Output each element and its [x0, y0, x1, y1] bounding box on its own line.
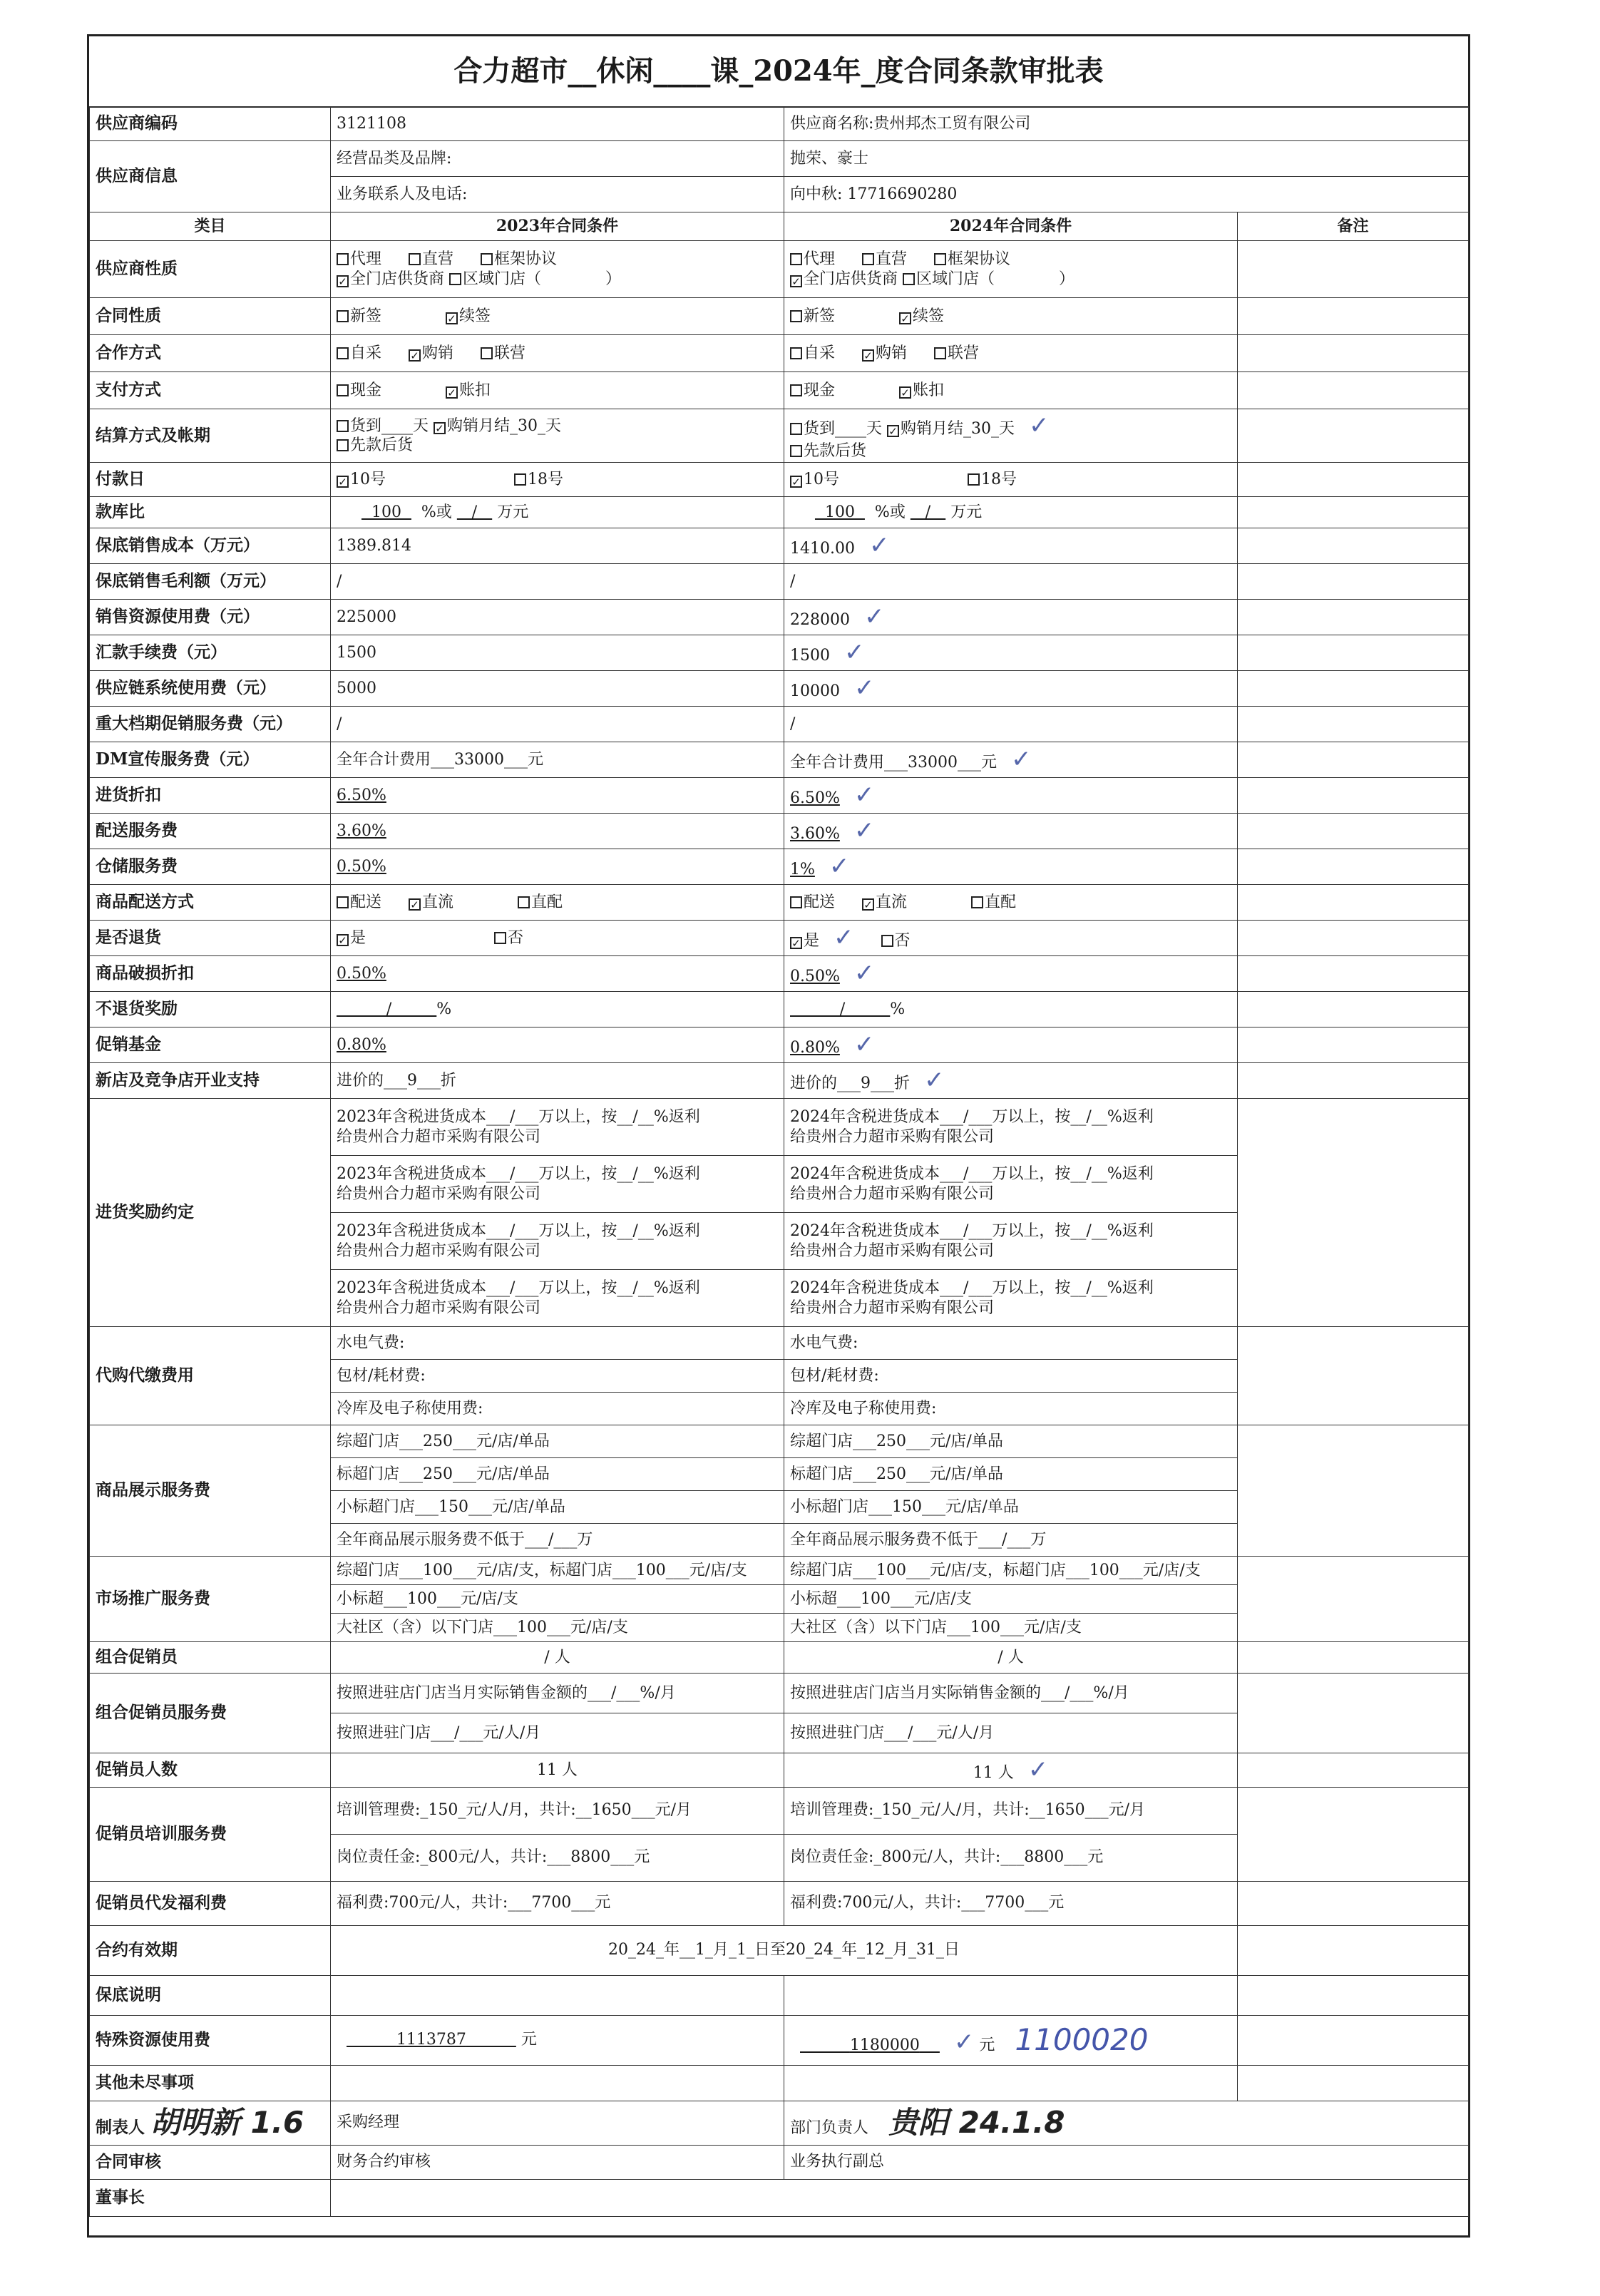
remark-cell: [1238, 600, 1469, 635]
row-label: 配送服务费: [90, 814, 331, 849]
combo-label: 组合促销员: [90, 1642, 331, 1674]
remark-cell: [1238, 1063, 1469, 1099]
incentive-2023: 2023年含税进货成本___/___万以上，按__/__%返利 给贵州合力超市采购有限公司: [331, 1213, 784, 1270]
checkbox-icon: [790, 423, 802, 435]
guarantee-2023: [331, 1975, 784, 2015]
checkbox-icon: [337, 347, 349, 359]
checkbox-icon: [934, 253, 946, 265]
row-label: 重大档期促销服务费（元）: [90, 707, 331, 742]
remark-cell: [1238, 528, 1469, 564]
contact-label: 业务联系人及电话:: [331, 177, 784, 212]
row-label: 供应链系统使用费（元）: [90, 671, 331, 707]
remark-cell: [1238, 885, 1469, 921]
guarantee-label: 保底说明: [90, 1975, 331, 2015]
training-2023: 岗位责任金:_800元/人，共计:___8800___元: [331, 1834, 784, 1881]
checkbox-checked-icon: ✓: [899, 312, 911, 324]
checkmark-icon: ✓: [924, 1066, 945, 1095]
proxy-label: 代购代缴费用: [90, 1327, 331, 1425]
row-2024: 代理 直营 框架协议 ✓ 全门店供货商 区域门店（ ）: [784, 241, 1238, 298]
row-2023: 0.50%: [331, 849, 784, 885]
combo-2023: / 人: [331, 1642, 784, 1674]
row-label: 款库比: [90, 497, 331, 528]
maker-signature: 胡明新 1.6: [150, 2104, 304, 2140]
checkmark-icon: ✓: [844, 638, 865, 667]
display-item: 小标超门店___150___元/店/单品: [331, 1491, 784, 1524]
row-2023: 1500: [331, 635, 784, 671]
incentive-2023: 2023年含税进货成本___/___万以上，按__/__%返利 给贵州合力超市采购有限公司: [331, 1270, 784, 1327]
display-label: 商品展示服务费: [90, 1425, 331, 1557]
row-label: 合同性质: [90, 298, 331, 335]
checkmark-icon: ✓: [1029, 411, 1050, 440]
row-label: 保底销售毛利额（万元）: [90, 564, 331, 600]
finance-review-label: 财务合约审核: [331, 2145, 784, 2179]
checkbox-icon: [409, 253, 421, 265]
row-2023: ✓ 10号 18号: [331, 463, 784, 497]
remark-cell: [1238, 1753, 1469, 1788]
row-2024: 现金 ✓ 账扣: [784, 372, 1238, 409]
checkbox-icon: [968, 473, 980, 486]
checkmark-icon: ✓: [1027, 1756, 1049, 1784]
checkbox-icon: [481, 347, 493, 359]
row-2024: 0.50% ✓: [784, 956, 1238, 992]
incentive-2023: 2023年含税进货成本___/___万以上，按__/__%返利 给贵州合力超市采购有限公司: [331, 1099, 784, 1156]
remark-cell: [1238, 742, 1469, 778]
checkbox-icon: [518, 896, 530, 908]
checkbox-icon: [337, 253, 349, 265]
row-2024: 228000 ✓: [784, 600, 1238, 635]
row-label: 汇款手续费（元）: [90, 635, 331, 671]
row-label: 是否退货: [90, 921, 331, 956]
special-2024: 1180000 ✓ 元 1100020: [784, 2015, 1238, 2065]
checkbox-icon: [337, 896, 349, 908]
row-label: 支付方式: [90, 372, 331, 409]
row-label: 付款日: [90, 463, 331, 497]
remark-cell: [1238, 707, 1469, 742]
header-2023: 2023年合同条件: [331, 212, 784, 241]
row-2024: 1500 ✓: [784, 635, 1238, 671]
combo-fee-item: 按照进驻门店___/___元/人/月: [784, 1713, 1238, 1753]
remark-cell: [1238, 1027, 1469, 1063]
row-2023: 6.50%: [331, 778, 784, 814]
supplier-name-label: 供应商名称:: [790, 114, 874, 133]
display-item: 综超门店___250___元/店/单品: [331, 1425, 784, 1458]
row-label: 商品破损折扣: [90, 956, 331, 992]
remark-cell: [1238, 1925, 1469, 1975]
row-2024: /: [784, 564, 1238, 600]
row-2023: 3.60%: [331, 814, 784, 849]
remark-cell: [1238, 497, 1469, 528]
remark-cell: [1238, 778, 1469, 814]
checkmark-icon: ✓: [853, 781, 875, 810]
row-2023: 货到____天 ✓ 购销月结_30_天 先款后货: [331, 409, 784, 463]
supplier-name: 贵州邦杰工贸有限公司: [873, 114, 1031, 133]
remark-cell: [1238, 671, 1469, 707]
remark-cell: [1238, 1674, 1469, 1753]
row-label: 促销基金: [90, 1027, 331, 1063]
row-2023: 全年合计费用___33000___元: [331, 742, 784, 778]
remark-cell: [1238, 409, 1469, 463]
vp-label: 业务执行副总: [784, 2145, 1469, 2179]
remark-cell: [1238, 564, 1469, 600]
checkbox-icon: [790, 896, 802, 908]
row-2024: /: [784, 707, 1238, 742]
row-2024: 0.80% ✓: [784, 1027, 1238, 1063]
checkmark-icon: ✓: [853, 816, 875, 846]
remark-cell: [1238, 1787, 1469, 1881]
proxy-item: 包材/耗材费:: [331, 1360, 784, 1393]
remark-cell: [1238, 635, 1469, 671]
display-item: 全年商品展示服务费不低于___/___万: [331, 1524, 784, 1557]
row-label: 不退货奖励: [90, 992, 331, 1027]
row-2023: 自采 ✓ 购销 联营: [331, 335, 784, 372]
header-remark: 备注: [1238, 212, 1469, 241]
row-2024: 10000 ✓: [784, 671, 1238, 707]
contact-value: 向中秋: 17716690280: [784, 177, 1469, 212]
row-2023: 0.80%: [331, 1027, 784, 1063]
incentive-2024: 2024年含税进货成本___/___万以上，按__/__%返利 给贵州合力超市采购有限公司: [784, 1099, 1238, 1156]
dept-head-signature: 贵阳 24.1.8: [888, 2104, 1065, 2140]
row-2023: /: [331, 564, 784, 600]
checkbox-icon: [881, 935, 893, 947]
checkbox-checked-icon: ✓: [409, 349, 421, 362]
row-2023: 新签 ✓ 续签: [331, 298, 784, 335]
combo-fee-item: 按照进驻店门店当月实际销售金额的___/___%/月: [784, 1674, 1238, 1713]
maker-cell: 制表人 胡明新 1.6: [90, 2101, 331, 2145]
market-item: 小标超___100___元/店/支: [331, 1585, 784, 1614]
remark-cell: [1238, 298, 1469, 335]
market-label: 市场推广服务费: [90, 1557, 331, 1642]
checkbox-icon: [934, 347, 946, 359]
row-2024: 进价的___9___折 ✓: [784, 1063, 1238, 1099]
checkbox-checked-icon: ✓: [862, 349, 874, 362]
proxy-item: 冷库及电子称使用费:: [784, 1393, 1238, 1425]
proxy-item: 包材/耗材费:: [784, 1360, 1238, 1393]
remark-cell: [1238, 241, 1469, 298]
brand-value: 抛荣、豪士: [784, 141, 1469, 177]
row-2024: 自采 ✓ 购销 联营: [784, 335, 1238, 372]
row-label: DM宣传服务费（元）: [90, 742, 331, 778]
supplier-info-label: 供应商信息: [90, 141, 331, 212]
checkbox-icon: [514, 473, 526, 486]
checkmark-icon: ✓: [1011, 745, 1032, 774]
remark-cell: [1238, 335, 1469, 372]
special-2023: 1113787 元: [331, 2015, 784, 2065]
training-2024: 培训管理费:_150_元/人/月，共计:__1650___元/月: [784, 1787, 1238, 1834]
checkbox-icon: [790, 445, 802, 457]
combo-2024: / 人: [784, 1642, 1238, 1674]
validity-value: 20_24_年__1_月_1_日至20_24_年_12_月_31_日: [331, 1925, 1238, 1975]
chairman-label: 董事长: [90, 2179, 331, 2216]
checkbox-checked-icon: ✓: [337, 934, 349, 946]
combo-fee-item: 按照进驻店门店当月实际销售金额的___/___%/月: [331, 1674, 784, 1713]
contract-terms-table: [89, 106, 1469, 2217]
row-2023: ✓ 是 否: [331, 921, 784, 956]
remark-cell: [1238, 1425, 1469, 1557]
combo-fee-item: 按照进驻门店___/___元/人/月: [331, 1713, 784, 1753]
checkbox-checked-icon: ✓: [337, 476, 349, 488]
checkbox-icon: [903, 273, 915, 285]
checkbox-icon: [971, 896, 983, 908]
row-label: 保底销售成本（万元）: [90, 528, 331, 564]
row-2023: 1389.814: [331, 528, 784, 564]
remark-cell: [1238, 921, 1469, 956]
checkmark-icon: ✓: [853, 1030, 875, 1060]
display-item: 标超门店___250___元/店/单品: [331, 1458, 784, 1491]
row-2023: 0.50%: [331, 956, 784, 992]
row-2023: 代理 直营 框架协议 ✓ 全门店供货商 区域门店（ ）: [331, 241, 784, 298]
row-label: 合作方式: [90, 335, 331, 372]
checkbox-icon: [337, 420, 349, 432]
display-item: 标超门店___250___元/店/单品: [784, 1458, 1238, 1491]
remark-cell: [1238, 1327, 1469, 1425]
row-2023: 100 %或 / 万元: [331, 497, 784, 528]
proxy-item: 冷库及电子称使用费:: [331, 1393, 784, 1425]
market-item: 综超门店___100___元/店/支，标超门店___100___元/店/支: [331, 1557, 784, 1585]
checkmark-icon: ✓: [953, 2027, 975, 2056]
row-label: 结算方式及帐期: [90, 409, 331, 463]
remark-cell: [1238, 956, 1469, 992]
purchase-manager-label: 采购经理: [331, 2101, 784, 2145]
welfare-2023: 福利费:700元/人，共计:___7700___元: [331, 1881, 784, 1925]
checkbox-icon: [790, 384, 802, 396]
incentive-2024: 2024年含税进货成本___/___万以上，按__/__%返利 给贵州合力超市采购有限公司: [784, 1156, 1238, 1213]
checkmark-icon: ✓: [863, 603, 885, 632]
row-label: 商品配送方式: [90, 885, 331, 921]
training-2023: 培训管理费:_150_元/人/月，共计:__1650___元/月: [331, 1787, 784, 1834]
row-2023: 5000: [331, 671, 784, 707]
checkbox-checked-icon: ✓: [337, 275, 349, 287]
special-label: 特殊资源使用费: [90, 2015, 331, 2065]
proxy-item: 水电气费:: [331, 1327, 784, 1360]
checkbox-icon: [790, 347, 802, 359]
form-title: 合力超市__休闲____课_2024年_度合同条款审批表: [89, 36, 1468, 108]
chairman-signature: [331, 2179, 1469, 2216]
row-label: 新店及竞争店开业支持: [90, 1063, 331, 1099]
other-2023: [331, 2065, 784, 2101]
remark-cell: [1238, 1642, 1469, 1674]
checkbox-checked-icon: ✓: [446, 312, 458, 324]
row-2023: 进价的___9___折: [331, 1063, 784, 1099]
approval-form: [87, 34, 1470, 2238]
checkbox-icon: [449, 273, 461, 285]
row-2023: 225000: [331, 600, 784, 635]
row-2023: /: [331, 707, 784, 742]
incentive-2023: 2023年含税进货成本___/___万以上，按__/__%返利 给贵州合力超市采购有限公司: [331, 1156, 784, 1213]
other-label: 其他未尽事项: [90, 2065, 331, 2101]
promoters-2024: 11 人 ✓: [784, 1753, 1238, 1788]
checkmark-icon: ✓: [868, 531, 890, 560]
checkbox-checked-icon: ✓: [790, 275, 802, 287]
checkmark-icon: ✓: [829, 852, 850, 881]
incentive-2024: 2024年含税进货成本___/___万以上，按__/__%返利 给贵州合力超市采购有限公司: [784, 1270, 1238, 1327]
training-label: 促销员培训服务费: [90, 1787, 331, 1881]
checkbox-checked-icon: ✓: [899, 386, 911, 399]
remark-cell: [1238, 849, 1469, 885]
validity-label: 合约有效期: [90, 1925, 331, 1975]
header-category: 类目: [90, 212, 331, 241]
row-2024: / %: [784, 992, 1238, 1027]
market-item: 小标超___100___元/店/支: [784, 1585, 1238, 1614]
other-2024: [784, 2065, 1238, 2101]
training-2024: 岗位责任金:_800元/人，共计:___8800___元: [784, 1834, 1238, 1881]
checkbox-checked-icon: ✓: [862, 898, 874, 911]
row-2024: 100 %或 / 万元: [784, 497, 1238, 528]
contract-review-label: 合同审核: [90, 2145, 331, 2179]
row-2023: 配送 ✓ 直流 直配: [331, 885, 784, 921]
remark-cell: [1238, 1881, 1469, 1925]
remark-cell: [1238, 2065, 1469, 2101]
remark-cell: [1238, 1557, 1469, 1642]
checkbox-checked-icon: ✓: [790, 476, 802, 488]
row-label: 进货折扣: [90, 778, 331, 814]
remark-cell: [1238, 372, 1469, 409]
checkmark-icon: ✓: [854, 674, 875, 703]
row-2024: 1% ✓: [784, 849, 1238, 885]
incentive-2024: 2024年含税进货成本___/___万以上，按__/__%返利 给贵州合力超市采购有限公司: [784, 1213, 1238, 1270]
combo-fee-label: 组合促销员服务费: [90, 1674, 331, 1753]
remark-cell: [1238, 1099, 1469, 1327]
row-2023: 现金 ✓ 账扣: [331, 372, 784, 409]
market-item: 综超门店___100___元/店/支，标超门店___100___元/店/支: [784, 1557, 1238, 1585]
checkbox-icon: [862, 253, 874, 265]
handwritten-amount: 1100020: [1015, 2021, 1149, 2057]
row-2024: 全年合计费用___33000___元 ✓: [784, 742, 1238, 778]
row-2024: ✓ 10号 18号: [784, 463, 1238, 497]
remark-cell: [1238, 1975, 1469, 2015]
checkbox-checked-icon: ✓: [409, 898, 421, 911]
row-label: 供应商性质: [90, 241, 331, 298]
checkbox-checked-icon: ✓: [790, 937, 802, 949]
row-2023: / %: [331, 992, 784, 1027]
market-item: 大社区（含）以下门店___100___元/店/支: [331, 1614, 784, 1642]
welfare-label: 促销员代发福利费: [90, 1881, 331, 1925]
row-2024: 货到____天 ✓ 购销月结_30_天 ✓ 先款后货: [784, 409, 1238, 463]
row-2024: 1410.00 ✓: [784, 528, 1238, 564]
row-label: 仓储服务费: [90, 849, 331, 885]
display-item: 综超门店___250___元/店/单品: [784, 1425, 1238, 1458]
promoters-label: 促销员人数: [90, 1753, 331, 1788]
checkbox-checked-icon: ✓: [434, 422, 446, 434]
welfare-2024: 福利费:700元/人，共计:___7700___元: [784, 1881, 1238, 1925]
row-2024: 配送 ✓ 直流 直配: [784, 885, 1238, 921]
checkbox-icon: [337, 310, 349, 322]
display-item: 全年商品展示服务费不低于___/___万: [784, 1524, 1238, 1557]
supplier-code: 3121108: [331, 107, 784, 141]
checkmark-icon: ✓: [853, 959, 875, 988]
remark-cell: [1238, 2015, 1469, 2065]
remark-cell: [1238, 463, 1469, 497]
supplier-code-label: 供应商编码: [90, 107, 331, 141]
dept-head-cell: 部门负责人 贵阳 24.1.8: [784, 2101, 1469, 2145]
checkbox-icon: [790, 310, 802, 322]
checkbox-icon: [494, 932, 506, 944]
row-2024: 新签 ✓ 续签: [784, 298, 1238, 335]
checkbox-checked-icon: ✓: [887, 425, 899, 437]
checkbox-icon: [337, 384, 349, 396]
brand-label: 经营品类及品牌:: [331, 141, 784, 177]
promoters-2023: 11 人: [331, 1753, 784, 1788]
row-label: 销售资源使用费（元）: [90, 600, 331, 635]
market-item: 大社区（含）以下门店___100___元/店/支: [784, 1614, 1238, 1642]
row-2024: 3.60% ✓: [784, 814, 1238, 849]
checkbox-icon: [790, 253, 802, 265]
header-2024: 2024年合同条件: [784, 212, 1238, 241]
remark-cell: [1238, 992, 1469, 1027]
checkbox-icon: [481, 253, 493, 265]
proxy-item: 水电气费:: [784, 1327, 1238, 1360]
remark-cell: [1238, 814, 1469, 849]
incentive-label: 进货奖励约定: [90, 1099, 331, 1327]
display-item: 小标超门店___150___元/店/单品: [784, 1491, 1238, 1524]
guarantee-2024: [784, 1975, 1238, 2015]
row-2024: ✓ 是 ✓ 否: [784, 921, 1238, 956]
checkbox-icon: [337, 439, 349, 451]
checkmark-icon: ✓: [834, 923, 854, 953]
row-2024: 6.50% ✓: [784, 778, 1238, 814]
checkbox-checked-icon: ✓: [446, 386, 458, 399]
